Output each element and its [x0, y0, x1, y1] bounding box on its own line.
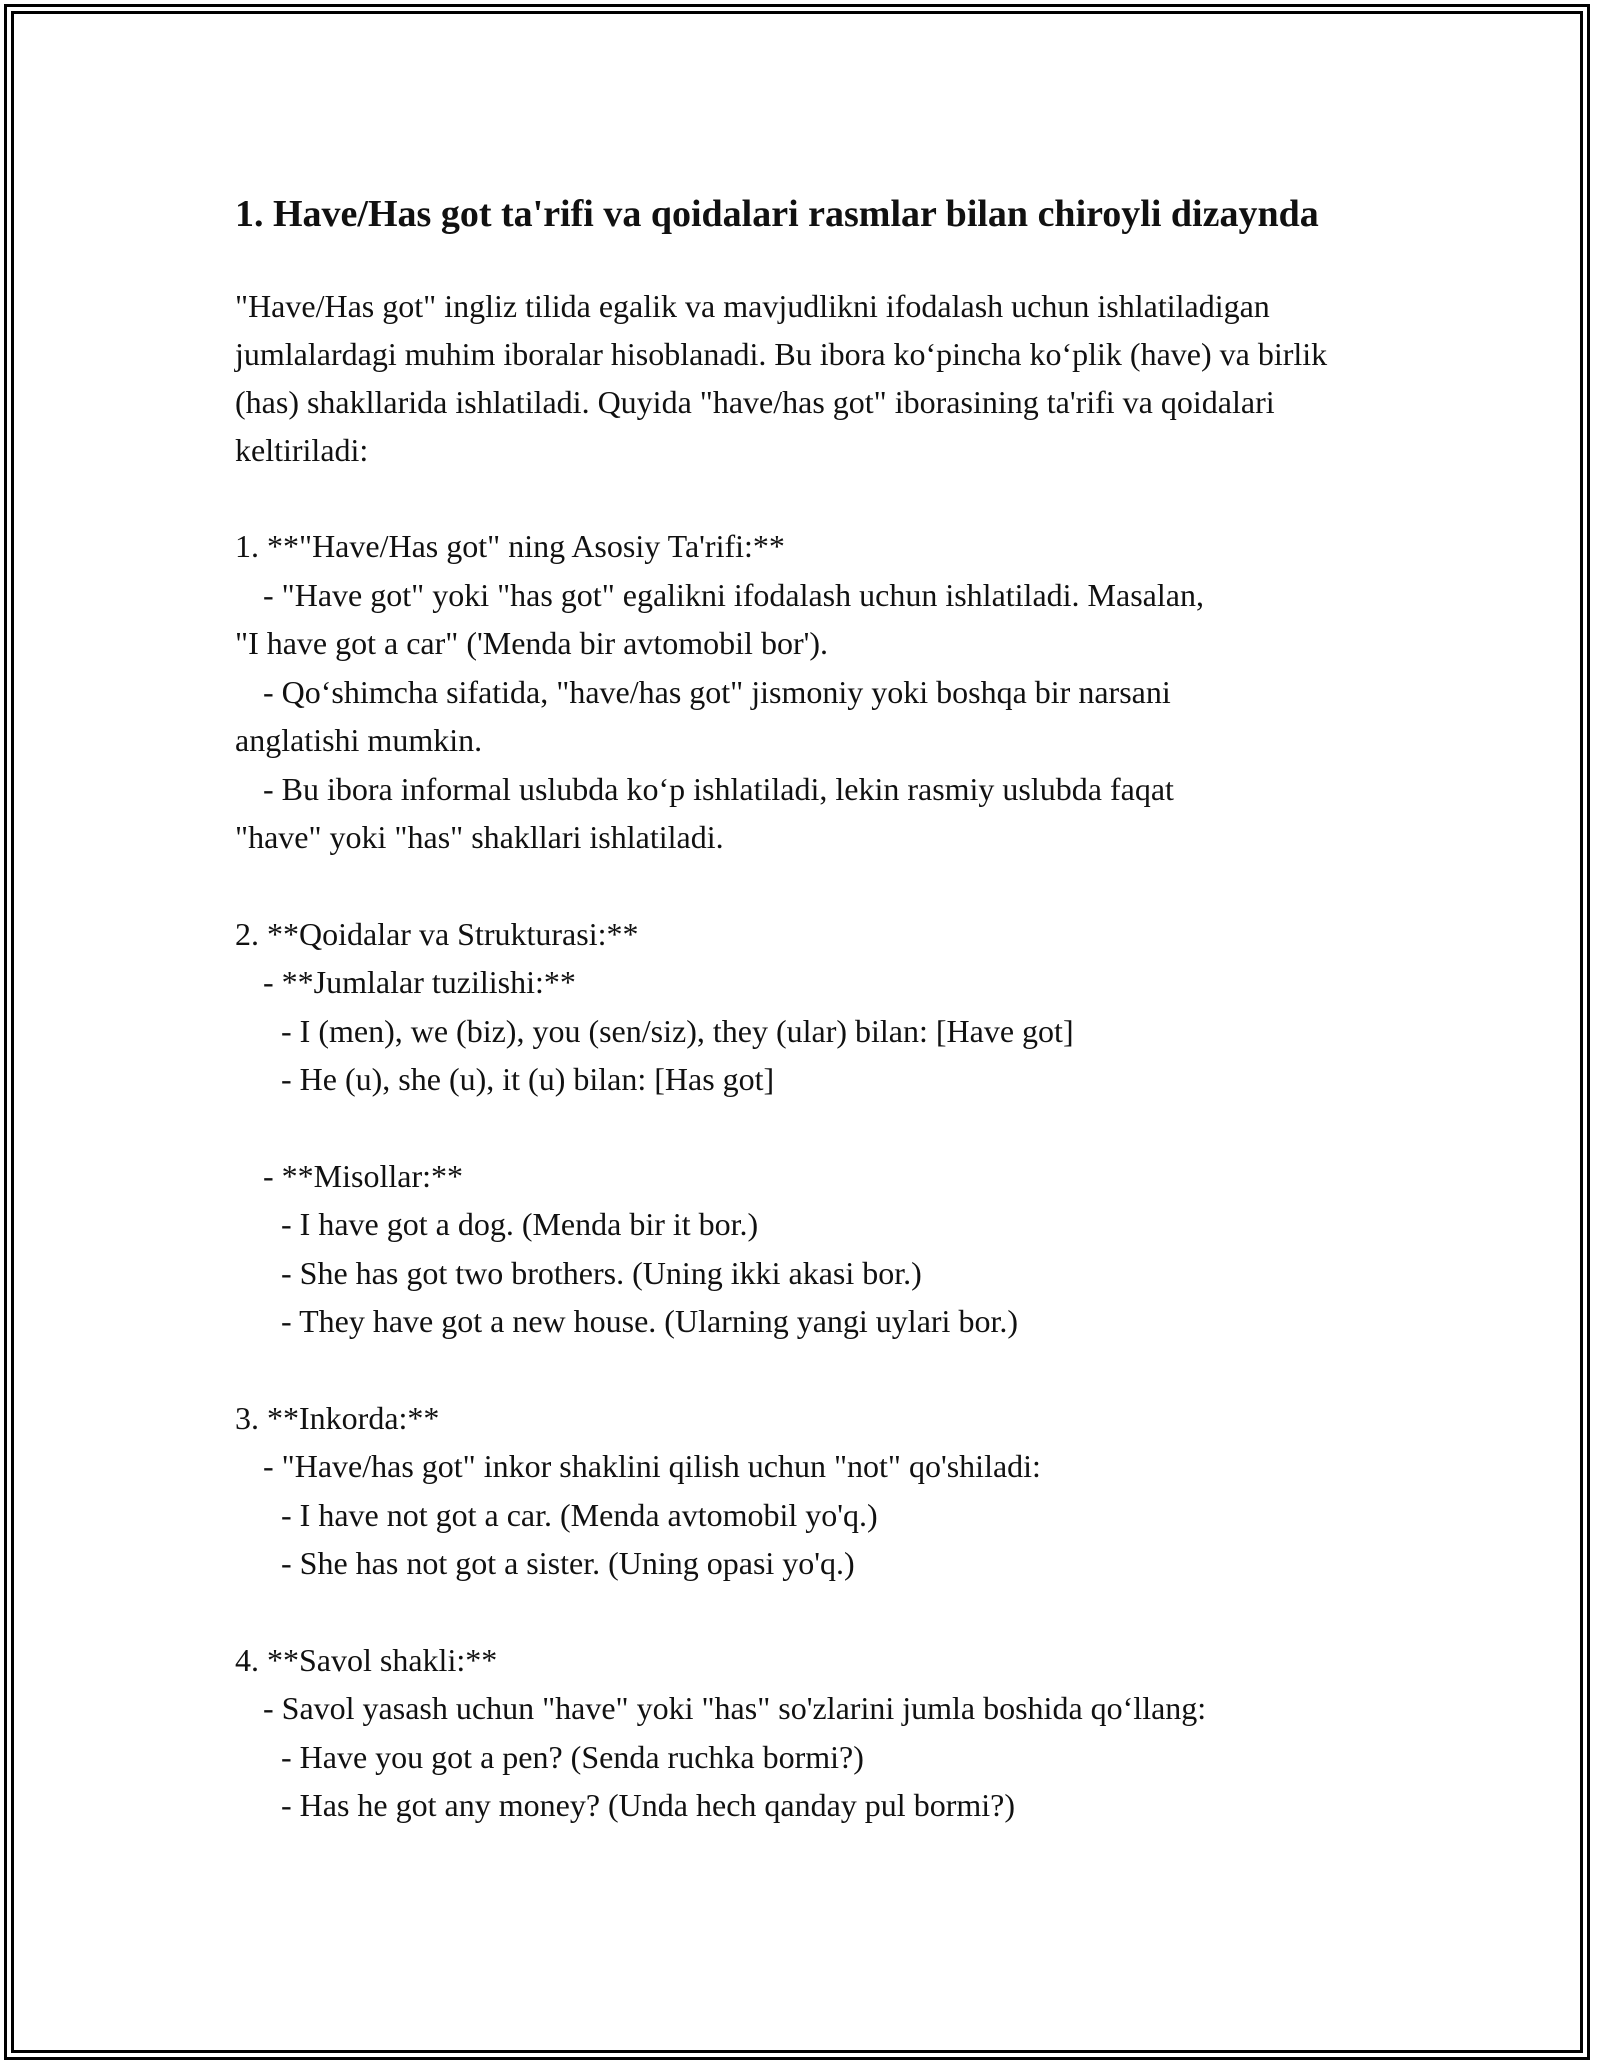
section-heading: 3. **Inkorda:** [235, 1399, 440, 1436]
list-item: - Have you got a pen? (Senda ruchka bormi?) [281, 1738, 864, 1775]
section-heading: 2. **Qoidalar va Strukturasi:** [235, 915, 639, 952]
list-item: - She has not got a sister. (Uning opasi yo'q.) [281, 1545, 855, 1581]
list-item: - He (u), she (u), it (u) bilan: [Has got] [281, 1061, 775, 1097]
list-item: - I (men), we (biz), you (sen/siz), they (ular) bilan: [Have got] [281, 1012, 1074, 1049]
subsection-label: - **Misollar:** [263, 1157, 463, 1194]
bullet-line: - "Have got" yoki "has got" egalikni ifodalash uchun ishlatiladi. Masalan, [263, 576, 1204, 613]
subsection-label: - **Jumlalar tuzilishi:** [263, 964, 576, 1000]
bullet-line: - Bu ibora informal uslubda ko‘p ishlatiladi, lekin rasmiy uslubda faqat [263, 770, 1174, 807]
document-title: 1. Have/Has got ta'rifi va qoidalari rasmlar bilan chiroyli dizaynda [235, 193, 1319, 235]
bullet-line: - "Have/has got" inkor shaklini qilish uchun "not" qo'shiladi: [263, 1448, 1041, 1484]
bullet-continuation: anglatishi mumkin. [235, 722, 483, 758]
list-item: - She has got two brothers. (Uning ikki akasi bor.) [281, 1254, 922, 1291]
spacer [235, 1104, 1385, 1152]
document-body [235, 186, 1385, 1878]
list-item: - They have got a new house. (Ularning yangi uylari bor.) [281, 1303, 1018, 1339]
bullet-line: - Qo‘shimcha sifatida, "have/has got" jismoniy yoki boshqa bir narsani [263, 673, 1171, 710]
intro-paragraph: "Have/Has got" ingliz tilida egalik va mavjudlikni ifodalash uchun ishlatiladigan jumlalardagi muhim iboralar hisoblanadi. Bu ibora ko‘pincha ko‘plik (have) va birlik (has) shakllarida ishlatiladi. Quyida "have/has got" iborasining ta'rifi va qoidalari keltiriladi: [235, 288, 1328, 468]
section-rules [235, 910, 1385, 1346]
section-question [235, 1636, 1385, 1830]
list-item: - I have got a dog. (Menda bir it bor.) [281, 1206, 759, 1242]
section-heading: 4. **Savol shakli:** [235, 1641, 498, 1678]
bullet-continuation: "have" yoki "has" shakllari ishlatiladi. [235, 819, 724, 855]
section-heading: 1. **"Have/Has got" ning Asosiy Ta'rifi:** [235, 528, 785, 564]
section-definition [235, 522, 1385, 862]
section-negative [235, 1394, 1385, 1588]
list-item: - Has he got any money? (Unda hech qanday pul bormi?) [281, 1787, 1015, 1823]
bullet-continuation: "I have got a car" ('Menda bir avtomobil bor'). [235, 625, 829, 661]
bullet-line: - Savol yasash uchun "have" yoki "has" so'zlarini jumla boshida qo‘llang: [263, 1690, 1207, 1726]
list-item: - I have not got a car. (Menda avtomobil yo'q.) [281, 1496, 878, 1533]
